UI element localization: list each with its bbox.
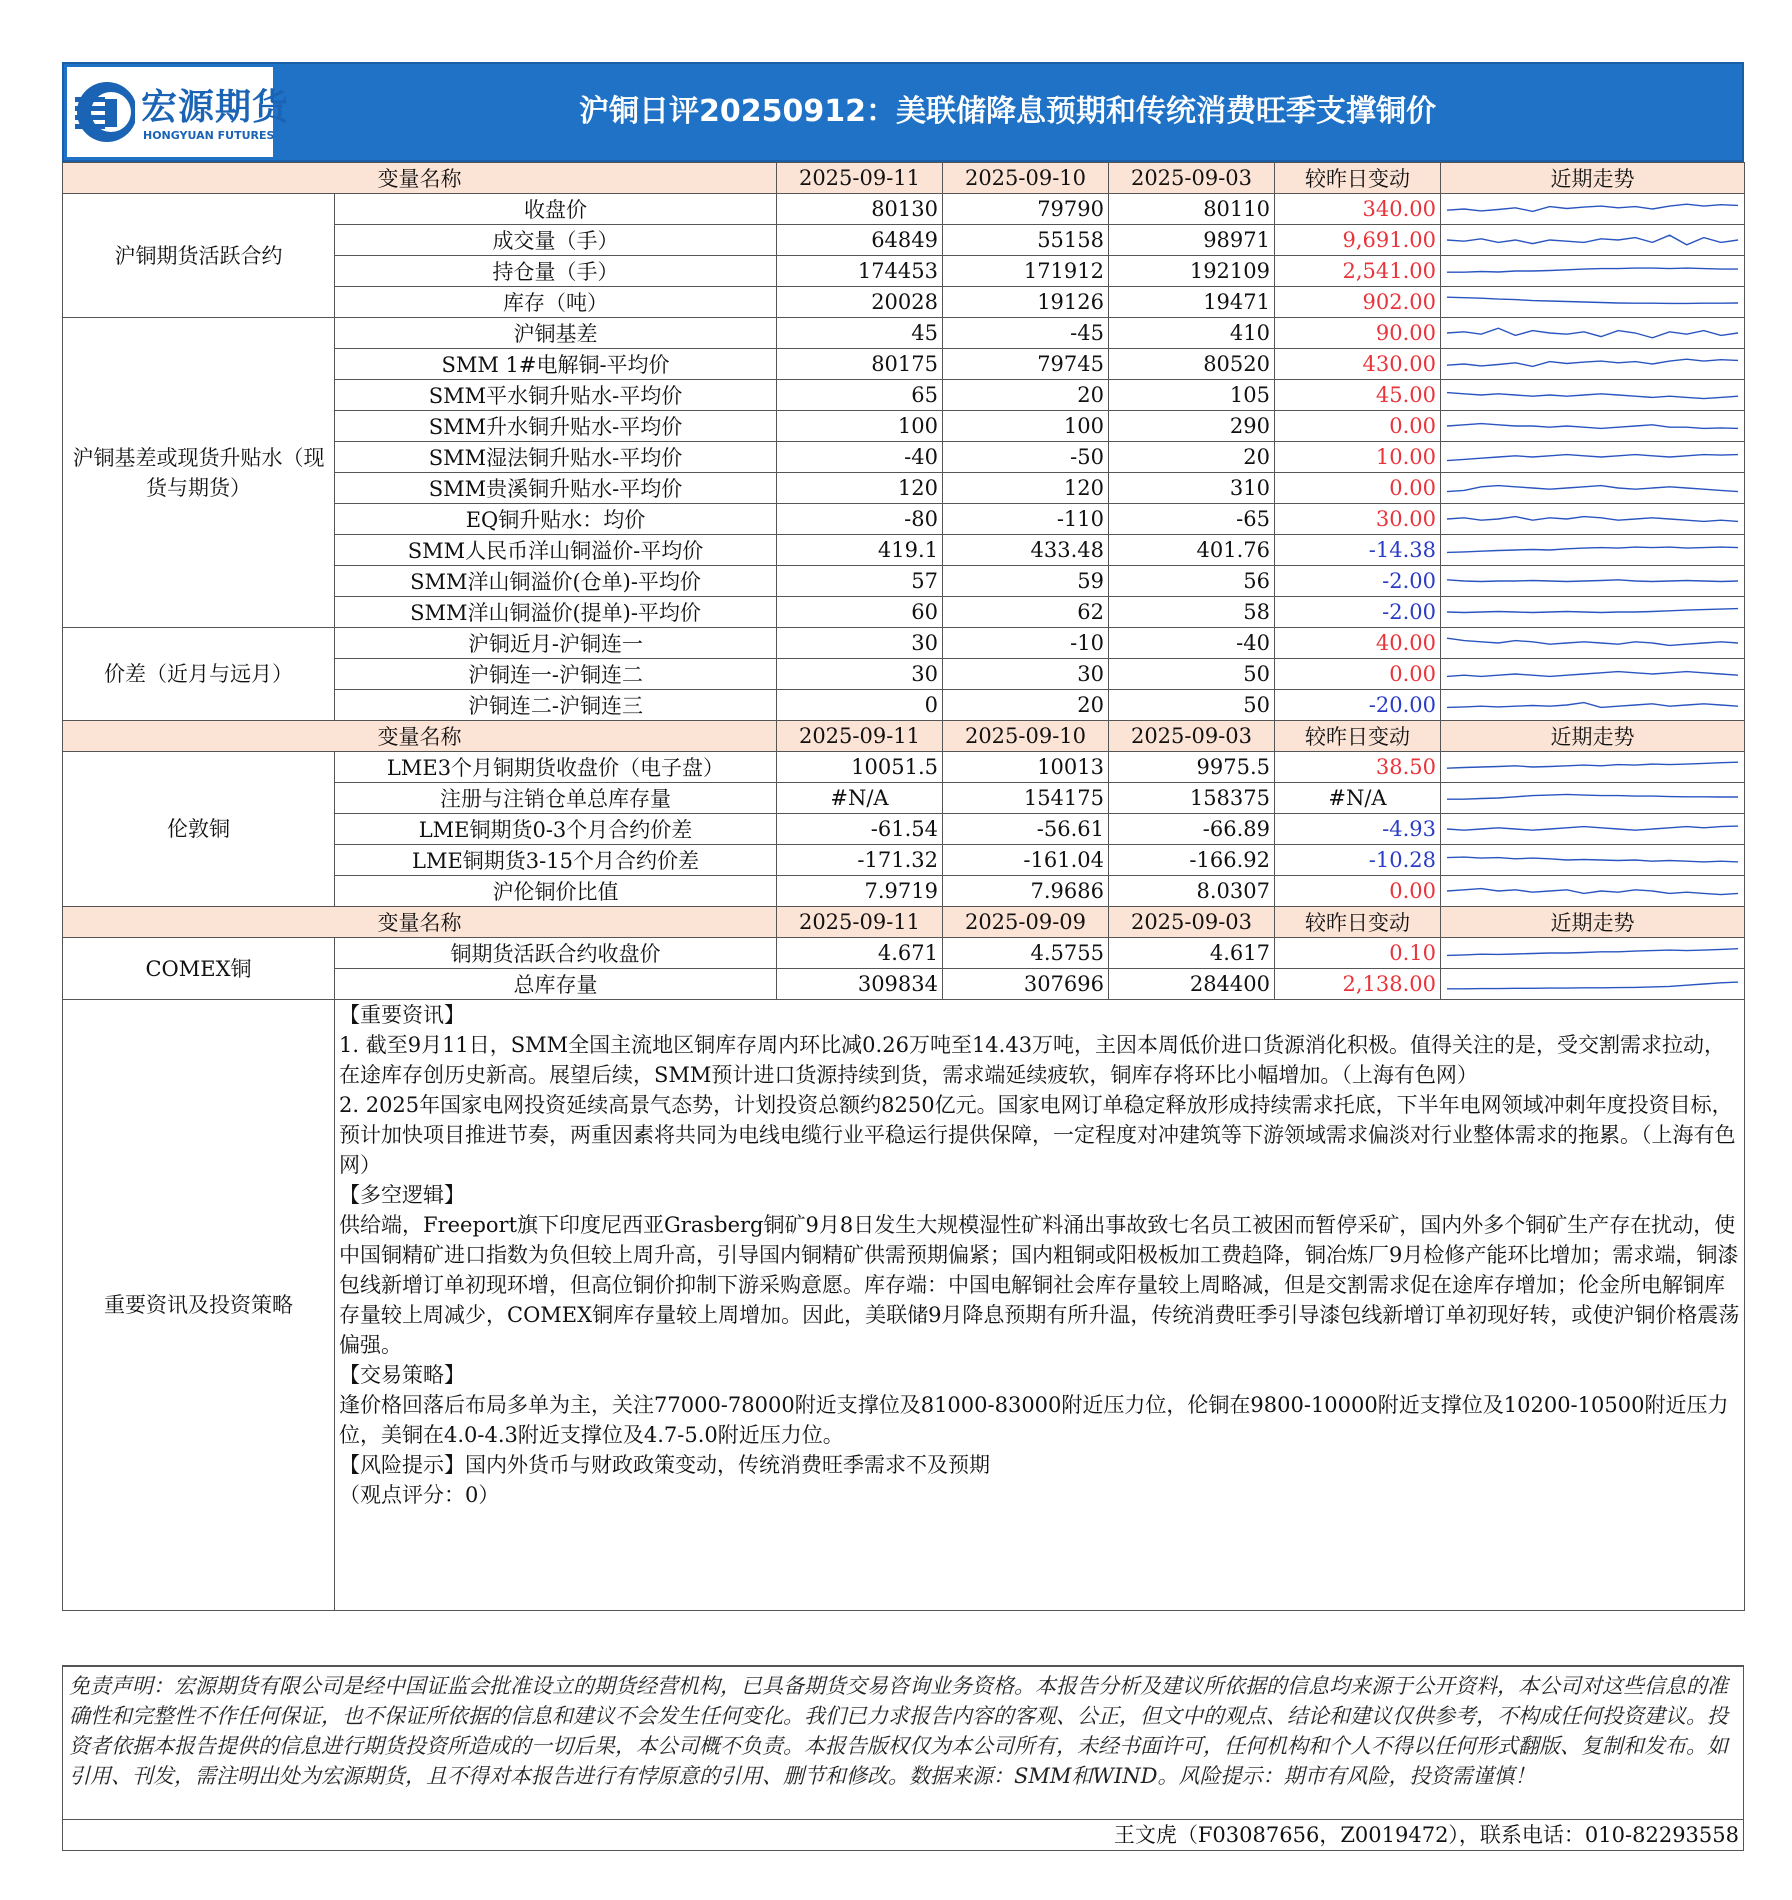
sparkline-line [1447, 204, 1738, 211]
sparkline-line [1447, 826, 1738, 830]
change-cell: 0.00 [1275, 876, 1441, 907]
value-cell: 4.617 [1109, 938, 1275, 969]
change-cell: 340.00 [1275, 194, 1441, 225]
trend-cell [1441, 628, 1745, 659]
hongyuan-logo-icon [75, 75, 135, 149]
column-header: 2025-09-03 [1109, 163, 1275, 194]
value-cell: 433.48 [943, 535, 1109, 566]
strategy-row [63, 1000, 1745, 1611]
value-cell: 58 [1109, 597, 1275, 628]
value-cell: 60 [777, 597, 943, 628]
sparkline-line [1447, 328, 1738, 338]
value-cell: 20028 [777, 287, 943, 318]
sparkline-chart [1445, 784, 1740, 812]
column-header: 近期走势 [1441, 721, 1745, 752]
report-title: 沪铜日评20250912：美联储降息预期和传统消费旺季支撑铜价 [579, 94, 1436, 129]
sparkline-line [1447, 424, 1738, 429]
value-cell: -66.89 [1109, 814, 1275, 845]
value-cell: #N/A [777, 783, 943, 814]
value-cell: 10051.5 [777, 752, 943, 783]
trend-cell [1441, 504, 1745, 535]
trend-cell [1441, 876, 1745, 907]
trend-cell [1441, 938, 1745, 969]
strategy-content [335, 1000, 1745, 1611]
value-cell: 64849 [777, 225, 943, 256]
change-cell: 430.00 [1275, 349, 1441, 380]
value-cell: 120 [777, 473, 943, 504]
value-cell: 8.0307 [1109, 876, 1275, 907]
value-cell: 20 [943, 690, 1109, 721]
change-cell: 90.00 [1275, 318, 1441, 349]
value-cell: 154175 [943, 783, 1109, 814]
value-cell: 19471 [1109, 287, 1275, 318]
column-header: 2025-09-03 [1109, 907, 1275, 938]
variable-name: EQ铜升贴水：均价 [335, 504, 777, 535]
sparkline-line [1447, 393, 1738, 399]
variable-name: 沪铜近月-沪铜连一 [335, 628, 777, 659]
strategy-paragraph: 供给端，Freeport旗下印度尼西亚Grasberg铜矿9月8日发生大规模湿性矿料涌出事故致七名员工被困而暂停采矿，国内外多个铜矿生产存在扰动，使中国铜精矿进口指数为负但较上周升高，引导国内铜精矿供需预期偏紧；国内粗铜或阳极板加工费趋降，铜冶炼厂9月检修产能环比增加；需求端，铜漆包线新增订单初现环增，但高位铜价抑制下游采购意愿。库存端：中国电解铜社会库存量较上周略减，但是交割需求促在途库存增加；伦金所电解铜库存量较上周减少，COMEX铜库存量较上周增加。因此，美联储9月降息预期有所升温，传统消费旺季引导漆包线新增订单初现好转，或使沪铜价格震荡偏强。 [339, 1213, 1740, 1357]
value-cell: 20 [1109, 442, 1275, 473]
value-cell: 57 [777, 566, 943, 597]
variable-name: 总库存量 [335, 969, 777, 1000]
group-label: COMEX铜 [63, 938, 335, 1000]
sparkline-line [1447, 703, 1738, 708]
value-cell: 100 [777, 411, 943, 442]
section-header-row [63, 163, 1745, 194]
variable-name: SMM洋山铜溢价(提单)-平均价 [335, 597, 777, 628]
sparkline-chart [1445, 846, 1740, 874]
logo-text-cn: 宏源期货 [141, 87, 290, 128]
sparkline-chart [1445, 660, 1740, 688]
value-cell: -45 [943, 318, 1109, 349]
change-cell: -14.38 [1275, 535, 1441, 566]
trend-cell [1441, 535, 1745, 566]
change-cell: #N/A [1275, 783, 1441, 814]
sparkline-chart [1445, 257, 1740, 285]
trend-cell [1441, 969, 1745, 1000]
sparkline-chart [1445, 505, 1740, 533]
value-cell: 158375 [1109, 783, 1275, 814]
change-cell: -2.00 [1275, 597, 1441, 628]
sparkline-line [1447, 857, 1738, 862]
strategy-paragraph: 【重要资讯】 [339, 1003, 465, 1027]
value-cell: 284400 [1109, 969, 1275, 1000]
variable-name: 沪铜连一-沪铜连二 [335, 659, 777, 690]
sparkline-line [1447, 889, 1738, 895]
strategy-label: 重要资讯及投资策略 [63, 1000, 335, 1611]
group-label: 沪铜期货活跃合约 [63, 194, 335, 318]
sparkline-chart [1445, 567, 1740, 595]
value-cell: 80110 [1109, 194, 1275, 225]
value-cell: 4.671 [777, 938, 943, 969]
sparkline-chart [1445, 412, 1740, 440]
sparkline-chart [1445, 691, 1740, 719]
variable-name: 沪伦铜价比值 [335, 876, 777, 907]
trend-cell [1441, 349, 1745, 380]
strategy-paragraph: 【风险提示】国内外货币与财政政策变动，传统消费旺季需求不及预期 [339, 1453, 990, 1477]
value-cell: -65 [1109, 504, 1275, 535]
value-cell: 50 [1109, 659, 1275, 690]
sparkline-chart [1445, 970, 1740, 998]
column-header: 较昨日变动 [1275, 163, 1441, 194]
change-cell: 0.00 [1275, 411, 1441, 442]
change-cell: 9,691.00 [1275, 225, 1441, 256]
change-cell: 40.00 [1275, 628, 1441, 659]
trend-cell [1441, 845, 1745, 876]
sparkline-chart [1445, 939, 1740, 967]
value-cell: 100 [943, 411, 1109, 442]
sparkline-line [1447, 949, 1738, 956]
value-cell: -56.61 [943, 814, 1109, 845]
sparkline-line [1447, 517, 1738, 522]
trend-cell [1441, 256, 1745, 287]
value-cell: 10013 [943, 752, 1109, 783]
variable-name: 沪铜基差 [335, 318, 777, 349]
value-cell: 7.9686 [943, 876, 1109, 907]
variable-name: LME3个月铜期货收盘价（电子盘） [335, 752, 777, 783]
trend-cell [1441, 752, 1745, 783]
strategy-paragraph: 【多空逻辑】 [339, 1183, 465, 1207]
sparkline-line [1447, 638, 1738, 645]
change-cell: 902.00 [1275, 287, 1441, 318]
sparkline-chart [1445, 288, 1740, 316]
report-header [62, 62, 1744, 162]
column-header: 2025-09-10 [943, 721, 1109, 752]
sparkline-line [1447, 547, 1738, 552]
value-cell: 290 [1109, 411, 1275, 442]
value-cell: 105 [1109, 380, 1275, 411]
variable-name: SMM湿法铜升贴水-平均价 [335, 442, 777, 473]
value-cell: -40 [777, 442, 943, 473]
column-header-variable: 变量名称 [63, 163, 777, 194]
change-cell: 0.10 [1275, 938, 1441, 969]
variable-name: 铜期货活跃合约收盘价 [335, 938, 777, 969]
change-cell: 0.00 [1275, 659, 1441, 690]
value-cell: 80520 [1109, 349, 1275, 380]
change-cell: 45.00 [1275, 380, 1441, 411]
change-cell: 10.00 [1275, 442, 1441, 473]
sparkline-chart [1445, 629, 1740, 657]
change-cell: 0.00 [1275, 473, 1441, 504]
table-row [63, 752, 1745, 783]
column-header: 2025-09-11 [777, 721, 943, 752]
section-header-row [63, 721, 1745, 752]
column-header-variable: 变量名称 [63, 721, 777, 752]
column-header: 2025-09-09 [943, 907, 1109, 938]
value-cell: -50 [943, 442, 1109, 473]
value-cell: -171.32 [777, 845, 943, 876]
value-cell: -10 [943, 628, 1109, 659]
strategy-paragraph: 1. 截至9月11日，SMM全国主流地区铜库存周内环比减0.26万吨至14.43万吨，主因本周低价进口货源消化积极。值得关注的是，受交割需求拉动，在途库存创历史新高。展望后续，SMM预计进口货源持续到货，需求端延续疲软，铜库存将环比小幅增加。（上海有色网） [339, 1033, 1726, 1087]
trend-cell [1441, 597, 1745, 628]
sparkline-chart [1445, 226, 1740, 254]
value-cell: 80130 [777, 194, 943, 225]
variable-name: SMM贵溪铜升贴水-平均价 [335, 473, 777, 504]
column-header-variable: 变量名称 [63, 907, 777, 938]
variable-name: 注册与注销仓单总库存量 [335, 783, 777, 814]
value-cell: 79790 [943, 194, 1109, 225]
sparkline-line [1447, 609, 1738, 613]
variable-name: 库存（吨） [335, 287, 777, 318]
value-cell: 307696 [943, 969, 1109, 1000]
value-cell: 98971 [1109, 225, 1275, 256]
data-table [62, 162, 1745, 1611]
value-cell: 30 [777, 628, 943, 659]
variable-name: LME铜期货0-3个月合约价差 [335, 814, 777, 845]
value-cell: -110 [943, 504, 1109, 535]
change-cell: 30.00 [1275, 504, 1441, 535]
change-cell: 2,541.00 [1275, 256, 1441, 287]
group-label: 沪铜基差或现货升贴水（现货与期货） [63, 318, 335, 628]
analyst-signature: 王文虎（F03087656，Z0019472），联系电话：010-82293558 [62, 1820, 1744, 1851]
column-header: 2025-09-11 [777, 907, 943, 938]
value-cell: 401.76 [1109, 535, 1275, 566]
value-cell: 419.1 [777, 535, 943, 566]
sparkline-chart [1445, 319, 1740, 347]
variable-name: SMM平水铜升贴水-平均价 [335, 380, 777, 411]
value-cell: -166.92 [1109, 845, 1275, 876]
variable-name: 持仓量（手） [335, 256, 777, 287]
column-header: 较昨日变动 [1275, 907, 1441, 938]
table-row [63, 194, 1745, 225]
sparkline-chart [1445, 474, 1740, 502]
strategy-paragraph: （观点评分：0） [339, 1483, 500, 1507]
value-cell: 310 [1109, 473, 1275, 504]
value-cell: 79745 [943, 349, 1109, 380]
change-cell: -20.00 [1275, 690, 1441, 721]
variable-name: LME铜期货3-15个月合约价差 [335, 845, 777, 876]
trend-cell [1441, 318, 1745, 349]
sparkline-line [1447, 672, 1738, 677]
trend-cell [1441, 690, 1745, 721]
table-row [63, 628, 1745, 659]
value-cell: 174453 [777, 256, 943, 287]
trend-cell [1441, 380, 1745, 411]
trend-cell [1441, 411, 1745, 442]
value-cell: 7.9719 [777, 876, 943, 907]
change-cell: 38.50 [1275, 752, 1441, 783]
value-cell: -40 [1109, 628, 1275, 659]
trend-cell [1441, 473, 1745, 504]
value-cell: 192109 [1109, 256, 1275, 287]
value-cell: 65 [777, 380, 943, 411]
value-cell: -80 [777, 504, 943, 535]
sparkline-line [1447, 580, 1738, 582]
sparkline-line [1447, 762, 1738, 768]
value-cell: 59 [943, 566, 1109, 597]
group-label: 价差（近月与远月） [63, 628, 335, 721]
trend-cell [1441, 442, 1745, 473]
value-cell: 0 [777, 690, 943, 721]
change-cell: -10.28 [1275, 845, 1441, 876]
column-header: 2025-09-03 [1109, 721, 1275, 752]
sparkline-chart [1445, 381, 1740, 409]
value-cell: 56 [1109, 566, 1275, 597]
trend-cell [1441, 659, 1745, 690]
value-cell: 120 [943, 473, 1109, 504]
trend-cell [1441, 194, 1745, 225]
change-cell: -4.93 [1275, 814, 1441, 845]
sparkline-chart [1445, 443, 1740, 471]
variable-name: SMM人民币洋山铜溢价-平均价 [335, 535, 777, 566]
sparkline-chart [1445, 536, 1740, 564]
trend-cell [1441, 783, 1745, 814]
value-cell: 19126 [943, 287, 1109, 318]
sparkline-chart [1445, 877, 1740, 905]
value-cell: 30 [943, 659, 1109, 690]
sparkline-line [1447, 982, 1738, 989]
daily-report-sheet [62, 62, 1744, 1851]
variable-name: 成交量（手） [335, 225, 777, 256]
value-cell: 62 [943, 597, 1109, 628]
trend-cell [1441, 225, 1745, 256]
value-cell: 9975.5 [1109, 752, 1275, 783]
variable-name: SMM洋山铜溢价(仓单)-平均价 [335, 566, 777, 597]
section-header-row [63, 907, 1745, 938]
value-cell: 171912 [943, 256, 1109, 287]
sparkline-line [1447, 455, 1738, 461]
sparkline-line [1447, 297, 1738, 303]
trend-cell [1441, 287, 1745, 318]
strategy-paragraph: 逢价格回落后布局多单为主，关注77000-78000附近支撑位及81000-83000附近压力位，伦铜在9800-10000附近支撑位及10200-10500附近压力位，美铜在4.0-4.3附近支撑位及4.7-5.0附近压力位。 [339, 1393, 1729, 1447]
change-cell: 2,138.00 [1275, 969, 1441, 1000]
column-header: 近期走势 [1441, 163, 1745, 194]
value-cell: -161.04 [943, 845, 1109, 876]
value-cell: 55158 [943, 225, 1109, 256]
column-header: 2025-09-11 [777, 163, 943, 194]
sparkline-line [1447, 794, 1738, 799]
sparkline-chart [1445, 598, 1740, 626]
value-cell: 20 [943, 380, 1109, 411]
sparkline-line [1447, 359, 1738, 366]
sparkline-line [1447, 268, 1738, 272]
strategy-paragraph: 2. 2025年国家电网投资延续高景气态势，计划投资总额约8250亿元。国家电网订单稳定释放形成持续需求托底，下半年电网领域冲刺年度投资目标，预计加快项目推进节奏，两重因素将共同为电线电缆行业平稳运行提供保障，一定程度对冲建筑等下游领域需求偏淡对行业整体需求的拖累。（上海有色网） [339, 1093, 1736, 1177]
value-cell: 4.5755 [943, 938, 1109, 969]
variable-name: SMM 1#电解铜-平均价 [335, 349, 777, 380]
value-cell: 45 [777, 318, 943, 349]
group-label: 伦敦铜 [63, 752, 335, 907]
sparkline-chart [1445, 195, 1740, 223]
column-header: 较昨日变动 [1275, 721, 1441, 752]
disclaimer: 免责声明：宏源期货有限公司是经中国证监会批准设立的期货经营机构，已具备期货交易咨询业务资格。本报告分析及建议所依据的信息均来源于公开资料，本公司对这些信息的准确性和完整性不作任何保证，也不保证所依据的信息和建议不会发生任何变化。我们已力求报告内容的客观、公正，但文中的观点、结论和建议仅供参考，不构成任何投资建议。投资者依据本报告提供的信息进行期货投资所造成的一切后果，本公司概不负责。本报告版权仅为本公司所有，未经书面许可，任何机构和个人不得以任何形式翻版、复制和发布。如引用、刊发，需注明出处为宏源期货，且不得对本报告进行有悖原意的引用、删节和修改。数据来源：SMM和WIND。风险提示：期市有风险，投资需谨慎！ [62, 1665, 1744, 1820]
sparkline-chart [1445, 815, 1740, 843]
variable-name: 沪铜连二-沪铜连三 [335, 690, 777, 721]
sparkline-chart [1445, 350, 1740, 378]
column-header: 2025-09-10 [943, 163, 1109, 194]
sparkline-chart [1445, 753, 1740, 781]
table-row [63, 938, 1745, 969]
sparkline-line [1447, 235, 1738, 245]
value-cell: 410 [1109, 318, 1275, 349]
trend-cell [1441, 814, 1745, 845]
logo-text-en: HONGYUAN FUTURES [143, 129, 275, 142]
value-cell: 50 [1109, 690, 1275, 721]
value-cell: 309834 [777, 969, 943, 1000]
variable-name: SMM升水铜升贴水-平均价 [335, 411, 777, 442]
change-cell: -2.00 [1275, 566, 1441, 597]
table-row [63, 318, 1745, 349]
company-logo [67, 67, 290, 157]
variable-name: 收盘价 [335, 194, 777, 225]
value-cell: -61.54 [777, 814, 943, 845]
value-cell: 80175 [777, 349, 943, 380]
strategy-paragraph: 【交易策略】 [339, 1363, 465, 1387]
value-cell: 30 [777, 659, 943, 690]
trend-cell [1441, 566, 1745, 597]
sparkline-line [1447, 486, 1738, 492]
column-header: 近期走势 [1441, 907, 1745, 938]
